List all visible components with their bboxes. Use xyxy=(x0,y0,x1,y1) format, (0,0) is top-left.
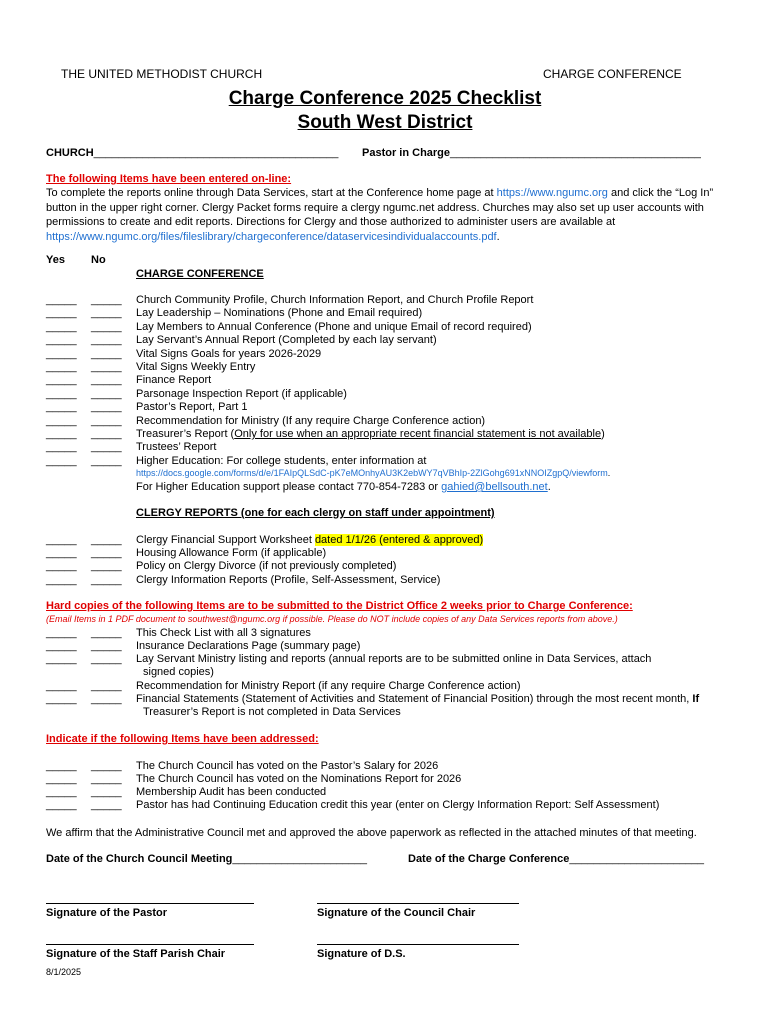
no-checkbox-blank[interactable]: _____ xyxy=(91,401,122,413)
clergy-item: Policy on Clergy Divorce (if not previously completed) xyxy=(136,560,397,572)
no-checkbox-blank[interactable]: _____ xyxy=(91,334,122,346)
hardcopy-item: Insurance Declarations Page (summary page) xyxy=(136,640,361,652)
ds-signature-line[interactable] xyxy=(317,944,519,945)
cc-item: Pastor’s Report, Part 1 xyxy=(136,401,248,413)
hardcopy-item-financial xyxy=(136,693,699,705)
council-date-blank: ______________________ xyxy=(232,853,367,865)
worksheet-label: Clergy Financial Support Worksheet xyxy=(136,534,315,546)
worksheet-highlight: dated 1/1/26 (entered & approved) xyxy=(314,534,484,546)
yes-checkbox-blank[interactable]: _____ xyxy=(46,574,77,586)
ds-signature-label: Signature of D.S. xyxy=(317,948,406,960)
page-subtitle: South West District xyxy=(297,112,473,133)
dataservices-link[interactable]: https://www.ngumc.org/files/fileslibrary/chargeconference/dataservicesindividualaccounts.pdf xyxy=(46,230,497,243)
treasurer-suffix: ) xyxy=(601,428,605,440)
clergy-item-worksheet xyxy=(136,534,483,546)
online-heading: The following Items have been entered on-line: xyxy=(46,173,292,185)
hardcopy-item: Recommendation for Ministry Report (if any require Charge Conference action) xyxy=(136,680,521,692)
no-checkbox-blank[interactable]: _____ xyxy=(91,415,122,427)
link-suffix: . xyxy=(607,468,611,478)
support-suffix: . xyxy=(547,481,551,493)
district-email-link[interactable]: southwest@ngumc.org xyxy=(187,614,281,624)
yes-column-header: Yes xyxy=(46,254,65,266)
pastor-signature-line[interactable] xyxy=(46,903,254,904)
no-checkbox-blank[interactable]: _____ xyxy=(91,547,122,559)
yes-checkbox-blank[interactable]: _____ xyxy=(46,388,77,400)
no-checkbox-blank[interactable]: _____ xyxy=(91,799,122,811)
yes-checkbox-blank[interactable]: _____ xyxy=(46,534,77,546)
no-checkbox-blank[interactable]: _____ xyxy=(91,441,122,453)
header-left: THE UNITED METHODIST CHURCH xyxy=(61,67,263,81)
yes-checkbox-blank[interactable]: _____ xyxy=(46,374,77,386)
no-checkbox-blank[interactable]: _____ xyxy=(91,534,122,546)
cc-item: Vital Signs Weekly Entry xyxy=(136,361,256,373)
yes-checkbox-blank[interactable]: _____ xyxy=(46,348,77,360)
yes-checkbox-blank[interactable]: _____ xyxy=(46,441,77,453)
online-instructions xyxy=(46,186,726,244)
addressed-heading: Indicate if the following Items have been addressed: xyxy=(46,733,319,745)
pastor-field[interactable] xyxy=(362,147,701,159)
yes-checkbox-blank[interactable]: _____ xyxy=(46,415,77,427)
pastor-blank: _________________________________________ xyxy=(450,147,701,159)
charge-date-label: Date of the Charge Conference xyxy=(408,853,570,865)
financial-if: If xyxy=(692,693,700,705)
yes-checkbox-blank[interactable]: _____ xyxy=(46,799,77,811)
yes-checkbox-blank[interactable]: _____ xyxy=(46,321,77,333)
charge-conference-heading: CHARGE CONFERENCE xyxy=(136,268,264,280)
cc-item: Vital Signs Goals for years 2026-2029 xyxy=(136,348,322,360)
charge-date-field[interactable] xyxy=(408,853,704,865)
no-checkbox-blank[interactable]: _____ xyxy=(91,680,122,692)
no-checkbox-blank[interactable]: _____ xyxy=(91,348,122,360)
yes-checkbox-blank[interactable]: _____ xyxy=(46,786,77,798)
hardcopy-item: Lay Servant Ministry listing and reports (annual reports are to be submitted online in Data Services, attach xyxy=(136,653,652,665)
church-blank: ________________________________________ xyxy=(93,147,339,159)
no-checkbox-blank[interactable]: _____ xyxy=(91,640,122,652)
addressed-item: The Church Council has voted on the Nominations Report for 2026 xyxy=(136,773,462,785)
yes-checkbox-blank[interactable]: _____ xyxy=(46,428,77,440)
council-date-field[interactable] xyxy=(46,853,367,865)
cc-item: Lay Servant’s Annual Report (Completed by each lay servant) xyxy=(136,334,437,346)
pastor-label: Pastor in Charge xyxy=(362,147,451,159)
clergy-item: Housing Allowance Form (if applicable) xyxy=(136,547,327,559)
yes-checkbox-blank[interactable]: _____ xyxy=(46,401,77,413)
yes-checkbox-blank[interactable]: _____ xyxy=(46,693,77,705)
no-column-header: No xyxy=(91,254,106,266)
church-label: CHURCH xyxy=(46,147,94,159)
footer-date: 8/1/2025 xyxy=(46,967,82,977)
yes-checkbox-blank[interactable]: _____ xyxy=(46,307,77,319)
cc-item-higher-ed: Higher Education: For college students, enter information at xyxy=(136,455,427,467)
no-checkbox-blank[interactable]: _____ xyxy=(91,560,122,572)
cc-item: Lay Members to Annual Conference (Phone and unique Email of record required) xyxy=(136,321,532,333)
cc-item: Lay Leadership – Nominations (Phone and Email required) xyxy=(136,307,423,319)
no-checkbox-blank[interactable]: _____ xyxy=(91,428,122,440)
cc-item-treasurer xyxy=(136,428,605,440)
yes-checkbox-blank[interactable]: _____ xyxy=(46,334,77,346)
yes-checkbox-blank[interactable]: _____ xyxy=(46,760,77,772)
no-checkbox-blank[interactable]: _____ xyxy=(91,786,122,798)
no-checkbox-blank[interactable]: _____ xyxy=(91,388,122,400)
hardcopy-heading: Hard copies of the following Items are to be submitted to the District Office 2 weeks prior to Charge Conference: xyxy=(46,600,633,612)
higher-ed-support xyxy=(136,481,551,493)
clergy-heading: CLERGY REPORTS (one for each clergy on staff under appointment) xyxy=(136,507,495,519)
no-checkbox-blank[interactable]: _____ xyxy=(91,773,122,785)
no-checkbox-blank[interactable]: _____ xyxy=(91,653,122,665)
yes-checkbox-blank[interactable]: _____ xyxy=(46,773,77,785)
cc-item: Church Community Profile, Church Information Report, and Church Profile Report xyxy=(136,294,534,306)
cc-item: Recommendation for Ministry (If any require Charge Conference action) xyxy=(136,415,486,427)
note-prefix: (Email Items in 1 PDF document to xyxy=(46,614,188,624)
page-title: Charge Conference 2025 Checklist xyxy=(228,88,542,109)
addressed-item: The Church Council has voted on the Pastor’s Salary for 2026 xyxy=(136,760,439,772)
header-right: CHARGE CONFERENCE xyxy=(543,67,682,81)
hardcopy-note xyxy=(46,614,618,624)
higher-ed-link-line xyxy=(136,468,610,478)
no-checkbox-blank[interactable]: _____ xyxy=(91,361,122,373)
treasurer-note: Only for use when an appropriate recent financial statement is not available xyxy=(234,428,602,440)
clergy-item: Clergy Information Reports (Profile, Self-Assessment, Service) xyxy=(136,574,441,586)
yes-checkbox-blank[interactable]: _____ xyxy=(46,547,77,559)
cc-item: Trustees’ Report xyxy=(136,441,217,453)
no-checkbox-blank[interactable]: _____ xyxy=(91,627,122,639)
no-checkbox-blank[interactable]: _____ xyxy=(91,693,122,705)
higher-ed-form-link[interactable]: https://docs.google.com/forms/d/e/1FAIpQLSdC-pK7eMOnhyAU3K2ebWY7qVBhIp-2ZlGohg691xNNOIZgpQ/viewform xyxy=(136,468,608,478)
treasurer-prefix: Treasurer’s Report ( xyxy=(136,428,235,440)
spr-chair-signature-line[interactable] xyxy=(46,944,254,945)
affirmation-text: We affirm that the Administrative Council met and approved the above paperwork as reflected in the attached minutes of that meeting. xyxy=(46,827,697,839)
support-email-link[interactable]: gahied@bellsouth.net xyxy=(441,481,548,493)
yes-checkbox-blank[interactable]: _____ xyxy=(46,627,77,639)
yes-checkbox-blank[interactable]: _____ xyxy=(46,455,77,467)
yes-checkbox-blank[interactable]: _____ xyxy=(46,680,77,692)
financial-text: Financial Statements (Statement of Activities and Statement of Financial Position) through the most recent month, xyxy=(136,693,693,705)
no-checkbox-blank[interactable]: _____ xyxy=(91,374,122,386)
church-field[interactable] xyxy=(46,147,338,159)
yes-checkbox-blank[interactable]: _____ xyxy=(46,361,77,373)
cc-item: Parsonage Inspection Report (if applicable) xyxy=(136,388,347,400)
no-checkbox-blank[interactable]: _____ xyxy=(91,321,122,333)
online-text-2: and click the “Log In” button in the upper right corner. Clergy Packet forms require a clergy ngumc.net address. Churches may also set up user accounts with permissions to create and edit reports. Directions for Clergy and those authorized to administer users are available at xyxy=(46,187,714,229)
yes-checkbox-blank[interactable]: _____ xyxy=(46,294,77,306)
council-chair-signature-line[interactable] xyxy=(317,903,519,904)
yes-checkbox-blank[interactable]: _____ xyxy=(46,560,77,572)
support-prefix: For Higher Education support please contact 770-854-7283 or xyxy=(136,481,442,493)
yes-checkbox-blank[interactable]: _____ xyxy=(46,640,77,652)
addressed-item: Membership Audit has been conducted xyxy=(136,786,327,798)
no-checkbox-blank[interactable]: _____ xyxy=(91,574,122,586)
note-suffix: if possible. Please do NOT include copies of any Data Services reports from above.) xyxy=(280,614,618,624)
online-text-1: To complete the reports online through Data Services, start at the Conference home page at xyxy=(46,187,497,199)
council-chair-signature-label: Signature of the Council Chair xyxy=(317,907,476,919)
ngumc-link[interactable]: https://www.ngumc.org xyxy=(496,187,608,199)
yes-checkbox-blank[interactable]: _____ xyxy=(46,653,77,665)
no-checkbox-blank[interactable]: _____ xyxy=(91,294,122,306)
no-checkbox-blank[interactable]: _____ xyxy=(91,307,122,319)
online-text-3: . xyxy=(496,230,500,243)
no-checkbox-blank[interactable]: _____ xyxy=(91,760,122,772)
spr-chair-signature-label: Signature of the Staff Parish Chair xyxy=(46,948,226,960)
no-checkbox-blank[interactable]: _____ xyxy=(91,455,122,467)
council-date-label: Date of the Church Council Meeting xyxy=(46,853,233,865)
addressed-item: Pastor has had Continuing Education credit this year (enter on Clergy Information Report: Self Assessment) xyxy=(136,799,660,811)
cc-item: Finance Report xyxy=(136,374,212,386)
hardcopy-item-cont: signed copies) xyxy=(143,666,214,678)
hardcopy-item-cont: Treasurer’s Report is not completed in Data Services xyxy=(143,706,401,718)
charge-date-blank: ______________________ xyxy=(569,853,704,865)
pastor-signature-label: Signature of the Pastor xyxy=(46,907,168,919)
hardcopy-item: This Check List with all 3 signatures xyxy=(136,627,311,639)
